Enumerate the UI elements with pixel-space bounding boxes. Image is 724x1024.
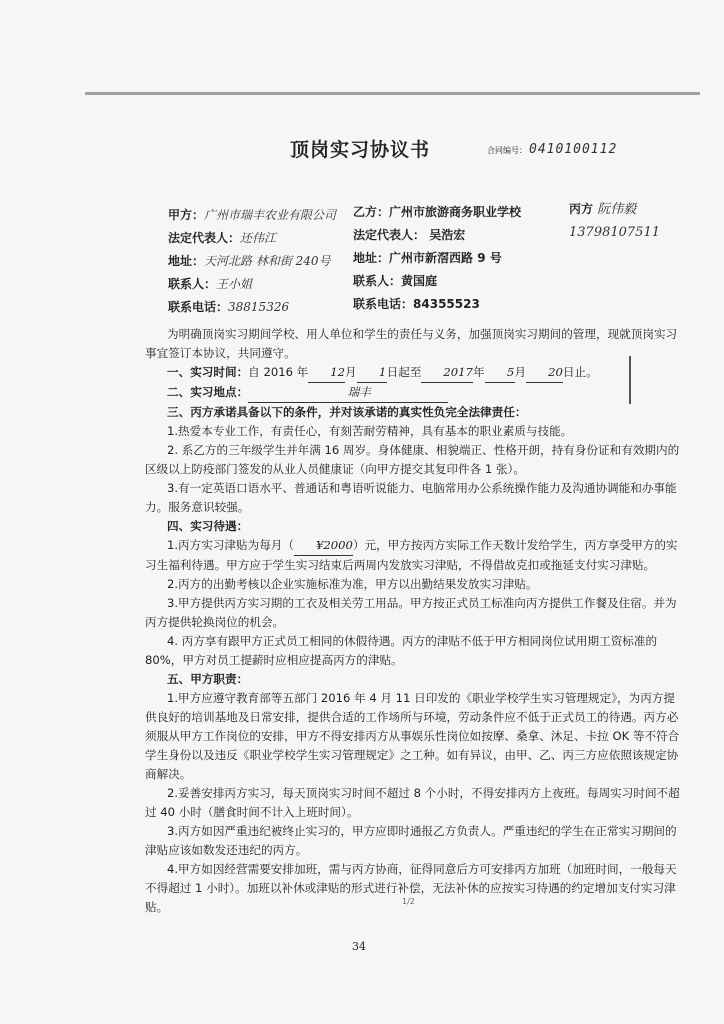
- section-1-mid1: 月: [345, 365, 357, 379]
- party-b-addr-label: 地址：: [353, 251, 390, 265]
- section-1-mid3: 年: [472, 365, 485, 379]
- party-a-name-row: [168, 204, 336, 227]
- section-2-location: [145, 383, 685, 403]
- section-3-item-1: 1.热爱本专业工作，有责任心，有刻苦耐劳精神，具有基本的职业素质与技能。: [167, 424, 573, 438]
- allowance-pre: 1.丙方实习津贴为每月（: [167, 538, 294, 552]
- section-1-pre: 自 2016 年: [248, 365, 309, 379]
- section-5-item-1: 1.甲方应遵守教育部等五部门 2016 年 4 月 11 日印发的《职业学校学生实习管理规定》，为丙方提供良好的培训基地及日常安排，提供合适的工作场所与环境，劳动条件应不低于正式员工的待遇。丙方必须服从甲方工作岗位的安排，甲方不得安排丙方从事娱乐性岗位如按摩、桑拿、沐足、卡拉 OK 等不符合学生身份以及违反《职业学校学生实习管理规定》之工种。如有异议，由甲、乙、丙三方应依照该规定协商解决。: [145, 691, 680, 781]
- section-5-item-2: 2.妥善安排丙方实习，每天顶岗实习时间不超过 8 个小时，不得安排丙方上夜班。每周实习时间不超过 40 小时（膳食时间不计入上班时间）。: [145, 786, 680, 819]
- party-b-rep-row: [353, 224, 521, 247]
- party-a-contact-row: [168, 273, 336, 296]
- section-4-heading: 四、实习待遇：: [167, 519, 249, 533]
- agreement-body: [145, 325, 685, 917]
- party-a-addr-row: [168, 250, 336, 273]
- party-b-addr-value: 广州市新滘西路 9 号: [389, 251, 502, 265]
- section-2-label: 二、实习地点：: [167, 385, 249, 399]
- start-day: 1: [357, 363, 387, 383]
- party-a-addr-label: 地址：: [168, 254, 205, 268]
- section-4-item-3: 3.甲方提供丙方实习期的工衣及相关劳工用品。甲方按正式员工标准向丙方提供工作餐及住宿。并为丙方提供轮换岗位的机会。: [145, 596, 677, 629]
- page-number: 34: [352, 940, 366, 953]
- party-c-name-value: 阮伟毅: [597, 202, 637, 217]
- section-5-item-3: 3.丙方如因严重违纪被终止实习的，甲方应即时通报乙方负责人。严重违纪的学生在正常实习期间的津贴应该如数发还违纪的丙方。: [145, 824, 677, 857]
- party-b-contact-value: 黄国庭: [401, 274, 438, 288]
- party-c-block: [569, 198, 660, 244]
- section-5-item-4: 4.甲方如因经营需要安排加班，需与丙方协商，征得同意后方可安排丙方加班（加班时间，一般每天不得超过 1 小时）。加班以补休或津贴的形式进行补偿，无法补休的应按实习待遇的约定增加支付实习津贴。: [145, 862, 677, 914]
- party-c-phone-row: [569, 221, 660, 244]
- section-3-item-3: 3.有一定英语口语水平、普通话和粤语听说能力、电脑常用办公系统操作能力及沟通协调能和办事能力。服务意识较强。: [145, 481, 677, 514]
- party-a-rep-label: 法定代表人：: [168, 231, 241, 245]
- section-3-heading: 三、丙方承诺具备以下的条件，并对该承诺的真实性负完全法律责任：: [167, 405, 527, 419]
- party-b-phone-value: 84355523: [413, 297, 480, 311]
- document-title: 顶岗实习协议书: [290, 139, 431, 161]
- party-a-contact-label: 联系人：: [168, 277, 217, 291]
- party-a-addr-value: 天河北路 林和街 240号: [204, 254, 331, 268]
- section-4-item-1: [145, 536, 685, 575]
- end-day: 20: [526, 363, 563, 383]
- section-5-heading: 五、甲方职责：: [167, 672, 249, 686]
- party-a-contact-value: 王小姐: [216, 277, 253, 291]
- party-a-phone-row: [168, 296, 336, 319]
- party-b-name-value: 广州市旅游商务职业学校: [389, 205, 522, 219]
- party-b-rep-label: 法定代表人: [353, 228, 414, 242]
- party-b-name-row: [353, 201, 521, 224]
- page-fraction: 1/2: [402, 897, 415, 906]
- party-a-rep-value: 还伟江: [240, 231, 277, 245]
- contract-number-label: 合同编号：: [487, 146, 527, 155]
- party-b-block: [353, 201, 521, 316]
- intro-paragraph: 为明确顶岗实习期间学校、用人单位和学生的责任与义务，加强顶岗实习期间的管理，现就顶岗实习事宜签订本协议，共同遵守。: [145, 327, 678, 360]
- party-a-phone-value: 38815326: [228, 300, 290, 314]
- section-1-time: [145, 363, 685, 383]
- party-a-phone-label: 联系电话：: [168, 300, 229, 314]
- party-b-rep-value: ： 吴浩宏: [413, 228, 466, 242]
- section-1-label: 一、实习时间：: [167, 365, 249, 379]
- party-c-phone-value: 13798107511: [569, 225, 660, 240]
- party-b-phone-row: [353, 293, 521, 316]
- party-c-label: 丙方: [569, 202, 594, 216]
- party-b-contact-row: [353, 270, 521, 293]
- top-divider: [85, 92, 700, 95]
- party-b-addr-row: [353, 247, 521, 270]
- party-c-name-row: [569, 198, 660, 221]
- party-a-name-label: 甲方：: [168, 208, 205, 222]
- allowance-post: ）元，甲方按丙方实际工作天数计发给学生，丙方享受甲方的实习生福利待遇。甲方应于学生实习结束后两周内发放实习津贴，不得借故克扣或拖延支付实习津贴。: [145, 538, 678, 572]
- section-3-item-2: 2. 系乙方的三年级学生并年满 16 周岁。身体健康、相貌端正、性格开朗，持有身份证和有效期内的区级以上防疫部门签发的从业人员健康证（向甲方提交其复印件各 1 张）。: [145, 443, 680, 476]
- end-month: 5: [485, 363, 515, 383]
- party-b-contact-label: 联系人：: [353, 274, 402, 288]
- party-a-name-value: 广州市瑞丰农业有限公司: [204, 208, 337, 222]
- allowance-amount: ¥2000: [294, 536, 353, 556]
- start-month: 12: [308, 363, 345, 383]
- party-a-block: [168, 204, 336, 319]
- party-b-name-label: 乙方：: [353, 205, 390, 219]
- party-b-phone-label: 联系电话：: [353, 297, 414, 311]
- section-4-item-2: 2.丙方的出勤考核以企业实施标准为准，甲方以出勤结果发放实习津贴。: [167, 577, 538, 591]
- section-1-post: 日止。: [562, 365, 598, 379]
- contract-number: [487, 142, 617, 157]
- section-1-mid4: 月: [514, 365, 527, 379]
- party-a-rep-row: [168, 227, 336, 250]
- section-1-mid2: 日起至: [386, 365, 422, 379]
- section-4-item-4: 4. 丙方享有跟甲方正式员工相同的休假待遇。丙方的津贴不低于甲方相同岗位试用期工资标准的 80%，甲方对员工提薪时应相应提高丙方的津贴。: [145, 634, 658, 667]
- location-value: 瑞丰: [248, 383, 448, 403]
- contract-number-value: 0410100112: [529, 142, 618, 157]
- end-year: 2017: [421, 363, 473, 383]
